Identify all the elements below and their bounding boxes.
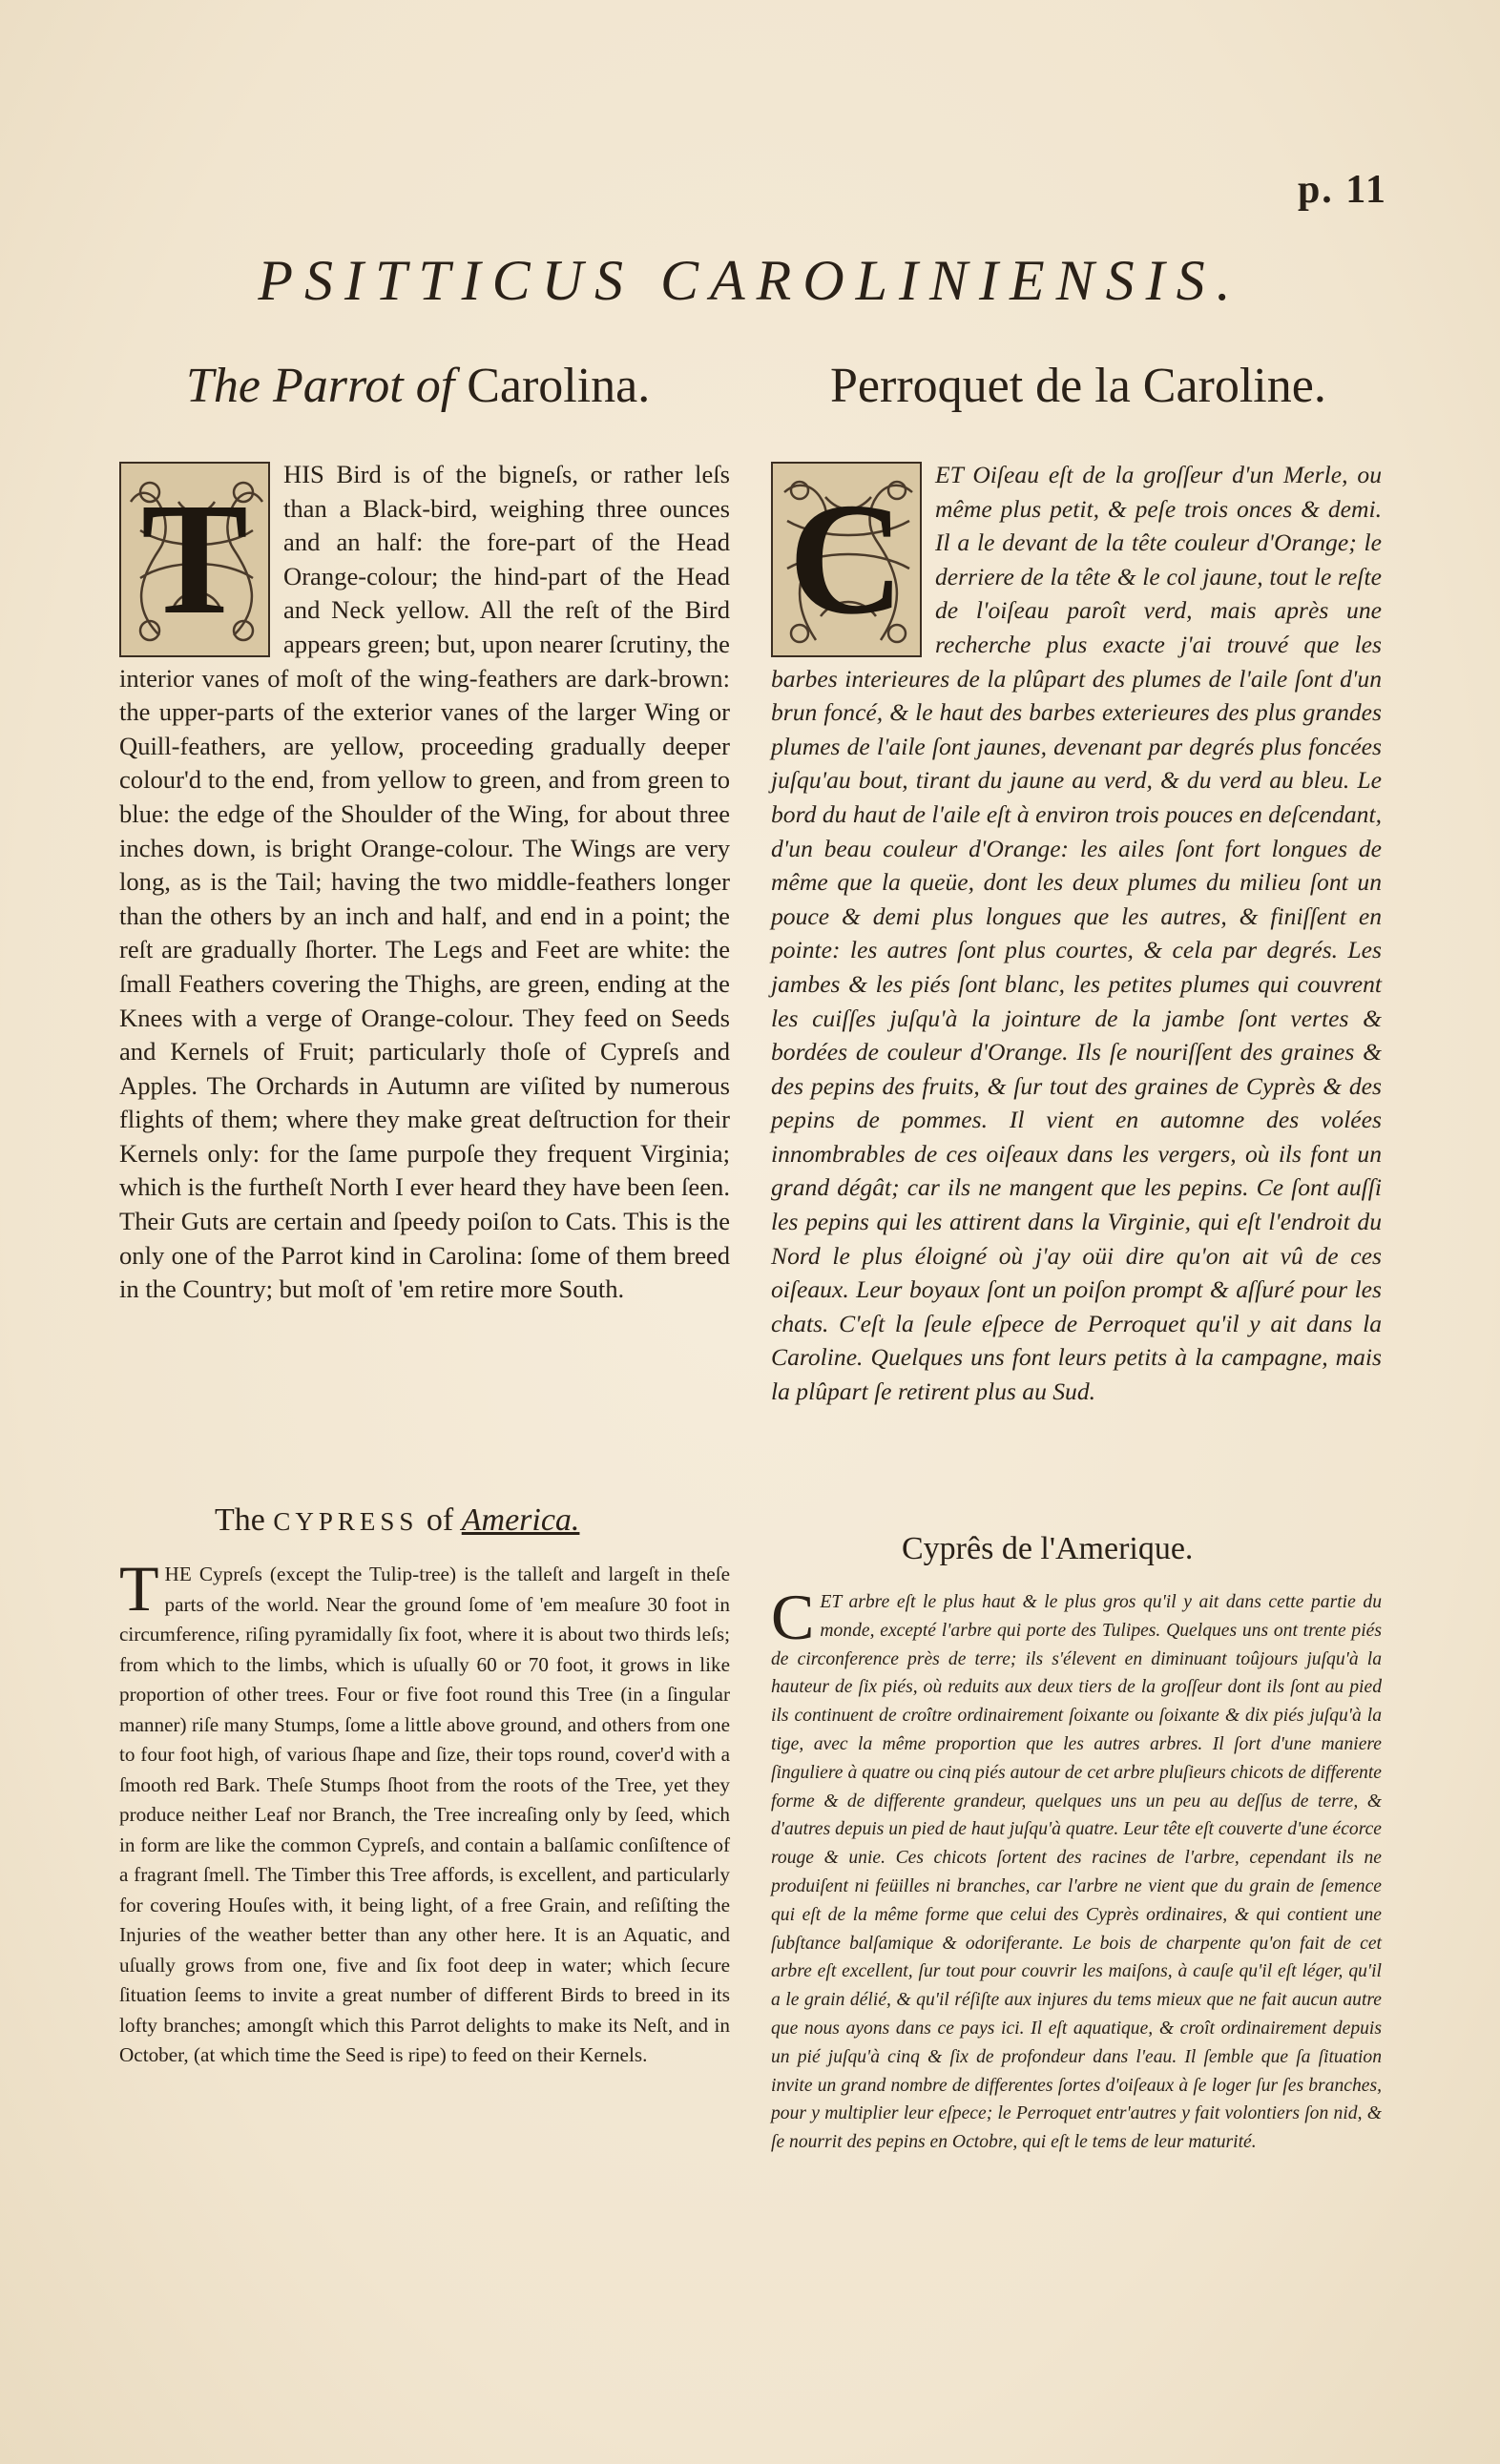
subheading-prefix: The (215, 1502, 265, 1538)
subheading-of: of (426, 1502, 454, 1538)
english-paragraph: HIS Bird is of the bigneſs, or rather leſs than a Black-bird, weighing three ounces and an half: the fore-part of the Head Orange-colour; the hind-part of the Head and Neck yellow. All the reſt of the Bird appears green; but, upon nearer ſcrutiny, the interior vanes of moſt of the wing-feathers are dark-brown: the upper-parts of the exterior vanes of the larger Wing or Quill-feathers, are yellow, proceeding gradually deeper colour'd to the end, from yellow to green, and from green to blue: the edge of the Shoulder of the Wing, for about three inches down, is bright Orange-colour. The Wings are very long, as is the Tail; having the two middle-feathers longer than the others by an inch and half, and end in a point; the reſt are gradually ſhorter. The Legs and Feet are white: the ſmall Feathers covering the Thighs, are green, ending at the Knees with a verge of Orange-colour. They feed on Seeds and Kernels of Fruit; particularly thoſe of Cypreſs and Apples. The Orchards in Autumn are viſited by numerous flights of them; where they make great deſtruction for their Kernels only: for the ſame purpoſe they frequent Virginia; which is the furtheſt North I ever heard they have been ſeen. Their Guts are certain and ſpeedy poiſon to Cats. This is the only one of the Parrot kind in Carolina: ſome of them breed in the Country; but moſt of 'em retire more South. (119, 460, 730, 1304)
french-cypress-body (771, 1581, 1382, 2157)
initial-letter: C (771, 1581, 815, 1653)
dropcap-letter: T (140, 470, 249, 648)
french-heading: Perroquet de la Caroline. (830, 359, 1326, 413)
subheading-italic: America. (461, 1502, 580, 1538)
english-cypress-body (119, 1552, 730, 2071)
ornamental-dropcap-t-icon (119, 462, 270, 657)
ornamental-dropcap-c-icon (771, 462, 922, 657)
subheading-smallcaps: CYPRESS (273, 1507, 419, 1536)
english-body (119, 458, 730, 1307)
english-heading (186, 358, 650, 414)
french-body (771, 458, 1382, 1409)
english-heading-italic: The Parrot of (186, 359, 455, 413)
page-title: PSITTICUS CAROLINIENSIS. (258, 249, 1242, 312)
french-subheading: Cyprês de l'Amerique. (902, 1531, 1194, 1566)
english-subheading (215, 1502, 579, 1539)
english-cypress-paragraph: HE Cypreſs (except the Tulip-tree) is the talleſt and largeſt in theſe parts of the world. Near the ground ſome of 'em meaſure 30 foot in circumference, riſing pyramidally ſix foot, where it is about two thirds leſs; from which to the limbs, which is uſually 60 or 70 foot, it grows in like proportion of other trees. Four or five foot round this Tree (in a ſingular manner) riſe many Stumps, ſome a little above ground, and others from one to four foot high, of various ſhape and ſize, their tops round, cover'd with a ſmooth red Bark. Theſe Stumps ſhoot from the roots of the Tree, yet they produce neither Leaf nor Branch, the Tree increaſing only by ſeed, which in form are like the common Cypreſs, and contain a balſamic conſiſtence of a fragrant ſmell. The Timber this Tree affords, is excellent, and particularly for covering Houſes with, it being light, of a free Grain, and reſiſting the Injuries of the weather better than any other here. It is an Aquatic, and uſually grows from one, five and ſix foot deep in water; which ſecure ſituation ſeems to invite a great number of different Birds to breed in its lofty branches; amongſt which this Parrot delights to make its Neſt, and in October, (at which time the Seed is ripe) to feed on their Kernels. (119, 1563, 730, 2066)
dropcap-letter: C (788, 470, 905, 648)
page-number: p. 11 (1297, 168, 1387, 212)
english-heading-roman: Carolina. (467, 359, 651, 413)
french-cypress-paragraph: ET arbre eſt le plus haut & le plus gros qu'il y ait dans cette partie du monde, excepté l'arbre qui porte des Tulipes. Quelques uns ont trente piés de circonference près de terre; ils s'élevent en diminuant toûjours juſqu'à la hauteur de ſix piés, où reduits aux deux tiers de la groſſeur dont ils ſont au pied ils continuent de croître ordinairement ſoixante ou ſoixante & dix piés juſqu'à la tige, avec la même proportion que les autres arbres. Il ſort d'une maniere ſinguliere à quatre ou cinq piés autour de cet arbre pluſieurs chicots de differente forme & de differente grandeur, quelques uns un peu au deſſus de terre, & d'autres depuis un pied de haut juſqu'à quatre. Leur tête eſt couverte d'une écorce rouge & unie. Ces chicots ſortent des racines de l'arbre, cependant ils ne produiſent ni feüilles ni branches, car l'arbre ne vient que du grain de ſemence qui eſt de la même forme que celui des Cyprès ordinaires, & qui contient une ſubſtance balſamique & odoriferante. Le bois de charpente qu'on fait de cet arbre eſt excellent, ſur tout pour couvrir les maiſons, à cauſe qu'il eſt léger, qu'il a le grain délié, & qu'il réſiſte aux injures du tems mieux que ne fait aucun autre que nous ayons dans ce pays ici. Il eſt aquatique, & croît ordinairement depuis un pié juſqu'à cinq & ſix de profondeur dans l'eau. Il ſemble que ſa ſituation invite un grand nombre de differentes ſortes d'oiſeaux à ſe loger ſur ſes branches, pour y multiplier leur eſpece; le Perroquet entr'autres y fait volontiers ſon nid, & ſe nourrit des pepins en Octobre, qui eſt le tems de leur maturité. (771, 1592, 1382, 2153)
french-paragraph: ET Oiſeau eſt de la groſſeur d'un Merle, ou même plus petit, & peſe trois onces & demi. Il a le devant de la tête couleur d'Orange; le derriere de la tête & le col jaune, tout le reſte de l'oiſeau paroît verd, mais après une recherche plus exacte j'ai trouvé que les barbes interieures de la plûpart des plumes de l'aile ſont d'un brun foncé, & le haut des barbes exterieures des plus grandes plumes de l'aile ſont jaunes, devenant par degrés plus foncées juſqu'au bout, tirant du jaune au verd, & du verd au bleu. Le bord du haut de l'aile eſt à environ trois pouces en deſcendant, d'un beau couleur d'Orange: les ailes ſont fort longues de même que la queüe, dont les deux plumes du milieu ſont un pouce & demi plus longues que les autres, & finiſſent en pointe: les autres ſont plus courtes, & cela par degrés. Les jambes & les piés ſont blanc, les petites plumes qui couvrent les cuiſſes juſqu'à la jointure de la jambe ſont vertes & bordées de couleur d'Orange. Ils ſe nouriſſent des graines & des pepins des fruits, & ſur tout des graines de Cyprès & des pepins de pommes. Il vient en automne des volées innombrables de ces oiſeaux dans les vergers, où ils font un grand dégât; car ils ne mangent que les pepins. Ce ſont auſſi les pepins qui les attirent dans la Virginie, qui eſt l'endroit du Nord le plus éloigné où j'ay oüi dire qu'on ait vû de ces oiſeaux. Leur boyaux ſont un poiſon prompt & aſſuré pour les chats. C'eſt la ſeule eſpece de Perroquet qu'il y ait dans la Caroline. Quelques uns font leurs petits à la campagne, mais la plûpart ſe retirent plus au Sud. (771, 461, 1382, 1406)
initial-letter: T (119, 1552, 159, 1625)
